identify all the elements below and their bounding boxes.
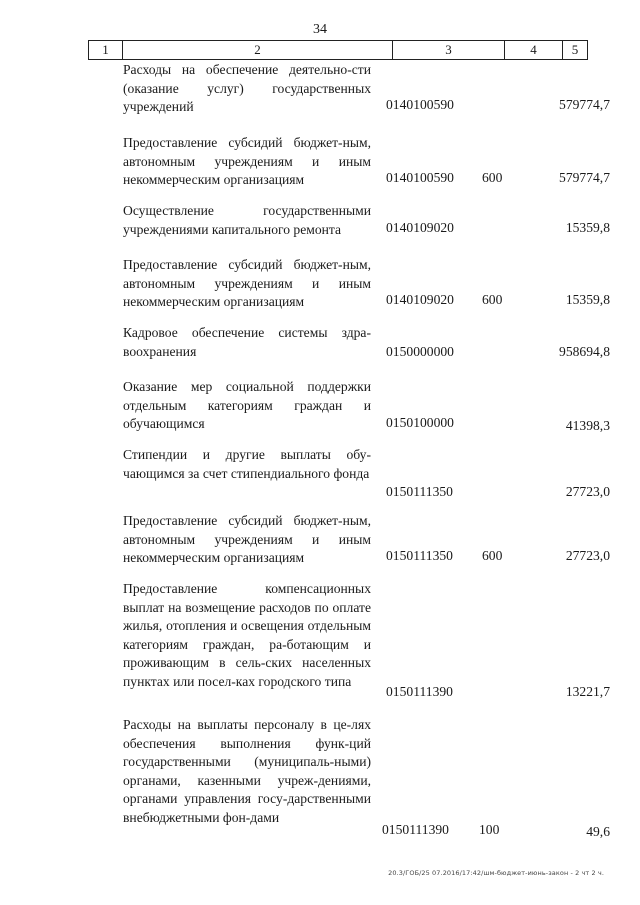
row-code: 0140100590 — [386, 97, 454, 112]
row-code: 0150100000 — [386, 415, 454, 430]
row-description: Расходы на обеспечение деятельно-сти (оказание услуг) государственных учреждений — [123, 62, 371, 114]
row-code: 0150111350 — [386, 484, 453, 499]
row-amount: 49,6 — [586, 824, 610, 839]
row-description: Стипендии и другие выплаты обу-чающимся за счет стипендиального фонда — [123, 447, 371, 481]
header-col-2: 2 — [123, 41, 393, 59]
row-vr: 100 — [479, 822, 500, 837]
row-amount: 579774,7 — [559, 170, 610, 185]
row-description: Предоставление компенсационных выплат на возмещение расходов по оплате жилья, отопления и освещения отдельным категориям граждан, ра-ботающим и проживающим в сель-ских населенных пунктах или посел-ках городского типа — [123, 581, 371, 689]
row-description: Расходы на выплаты персоналу в це-лях обеспечения выполнения функ-ций государственными (муниципаль-ными) органами, казенными учреж-дениями, органами управления госу-дарственными внебюджетными фон-дами — [123, 717, 371, 825]
row-amount: 15359,8 — [565, 292, 610, 307]
row-description: Оказание мер социальной поддержки отдельным категориям граждан и обучающимся — [123, 379, 371, 431]
row-vr: 600 — [482, 548, 503, 563]
header-col-5: 5 — [571, 42, 579, 57]
row-amount: 13221,7 — [565, 684, 610, 699]
header-col-3: 3 — [393, 41, 505, 59]
row-amount: 27723,0 — [565, 484, 610, 499]
row-code: 0140100590 — [386, 170, 454, 185]
row-code: 0150111350 — [386, 548, 453, 563]
row-code: 0150111390 — [382, 822, 449, 837]
row-code: 0140109020 — [386, 220, 454, 235]
header-col-1: 1 — [89, 41, 123, 59]
row-code: 0150000000 — [386, 344, 454, 359]
row-description: Осуществление государственными учреждениями капитального ремонта — [123, 203, 371, 237]
row-code: 0140109020 — [386, 292, 454, 307]
row-description: Предоставление субсидий бюджет-ным, автономным учреждениям и иным некоммерческим организациям — [123, 135, 371, 187]
row-vr: 600 — [482, 170, 503, 185]
row-description: Предоставление субсидий бюджет-ным, автономным учреждениям и иным некоммерческим организациям — [123, 513, 371, 565]
row-amount: 15359,8 — [565, 220, 610, 235]
table-header — [88, 40, 588, 60]
row-amount: 41398,3 — [565, 418, 610, 433]
row-amount: 958694,8 — [559, 344, 610, 359]
row-description: Предоставление субсидий бюджет-ным, автономным учреждениям и иным некоммерческим организациям — [123, 257, 371, 309]
page-number: 34 — [313, 22, 327, 37]
header-col-4: 4 — [505, 41, 563, 59]
row-amount: 579774,7 — [559, 97, 610, 112]
row-vr: 600 — [482, 292, 503, 307]
row-code: 0150111390 — [386, 684, 453, 699]
row-amount: 27723,0 — [565, 548, 610, 563]
row-description: Кадровое обеспечение системы здра-воохранения — [123, 325, 371, 359]
footer-stamp: 20.3/ГОБ/25 07.2016/17:42/шм-бюджет-июнь-закон - 2 чт 2 ч. — [388, 869, 604, 877]
